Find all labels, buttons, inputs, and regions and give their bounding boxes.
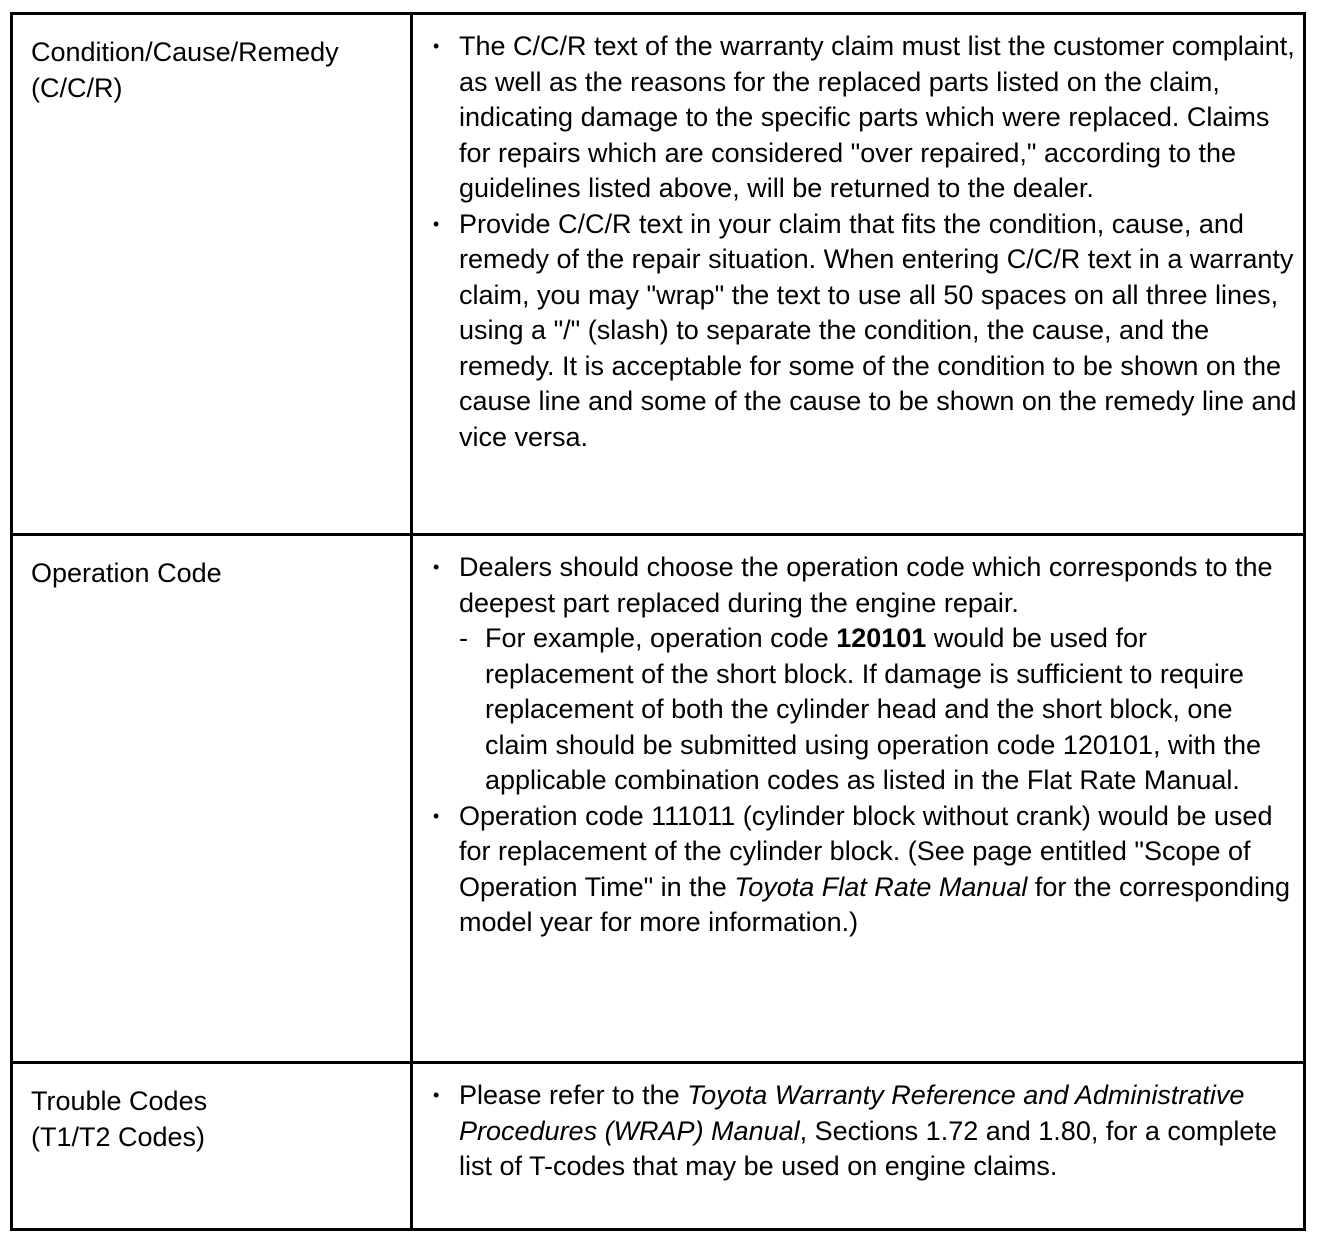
row-label: Condition/Cause/Remedy (C/C/R)	[31, 37, 339, 103]
bullet-text-part: Please refer to the	[459, 1080, 688, 1110]
manual-title: Toyota Warranty Reference and Administrative Procedures (WRAP) Manual	[459, 1080, 1245, 1146]
bullet-item	[429, 799, 1299, 941]
row-body-cell	[412, 1063, 1305, 1230]
row-label-cell	[12, 535, 412, 1063]
manual-title: Toyota Flat Rate Manual	[734, 871, 1028, 902]
bullet-item: • The C/C/R text of the warranty claim must list the customer complaint, as well as the reasons for the replaced parts listed on the claim, indicating damage to the specific parts which were replaced. Claims for repairs which are considered "over repaired," according to the guidelines listed above, will be returned to the dealer.	[429, 29, 1299, 207]
row-body-cell	[412, 14, 1305, 535]
row-label-cell	[12, 14, 412, 535]
dash-text-part: For example, operation code	[485, 623, 837, 653]
dash-sub-item	[429, 621, 1299, 799]
row-label: Operation Code	[31, 558, 222, 588]
table-row	[12, 14, 1305, 535]
dash-mark: -	[459, 623, 468, 653]
bullet-item	[429, 1078, 1299, 1185]
table-row	[12, 1063, 1305, 1230]
bullet-item: • Provide C/C/R text in your claim that fits the condition, cause, and remedy of the repair situation. When entering C/C/R text in a warranty claim, you may "wrap" the text to use all 50 spaces on all three lines, using a "/" (slash) to separate the condition, the cause, and the remedy. It is acceptable for some of the condition to be shown on the cause line and some of the cause to be shown on the remedy line and vice versa.	[429, 207, 1299, 456]
dash-text-part: would be used for replacement of the short block. If damage is sufficient to require replacement of both the cylinder head and the short block, one claim should be submitted using operation code 120101, with the applicable combination codes as listed in the Flat Rate Manual.	[485, 623, 1261, 795]
bullet-item: • Dealers should choose the operation code which corresponds to the deepest part replaced during the engine repair.	[429, 550, 1299, 621]
row-body-cell	[412, 535, 1305, 1063]
table-row	[12, 535, 1305, 1063]
bullet-text-part: , Sections 1.72 and 1.80, for a complete list of T-codes that may be used on engine claims.	[459, 1115, 1277, 1181]
bullet-text-part: Operation code 111011 (cylinder block without crank) would be used for replacement of the cylinder block. (See page entitled "Scope of Operation Time" in the	[459, 800, 1273, 902]
guidelines-table	[10, 12, 1306, 1231]
operation-code: 120101	[836, 623, 927, 653]
row-label: Trouble Codes (T1/T2 Codes)	[31, 1086, 208, 1152]
row-label-cell	[12, 1063, 412, 1230]
bullet-text-part: for the corresponding model year for more information.)	[459, 871, 1291, 937]
